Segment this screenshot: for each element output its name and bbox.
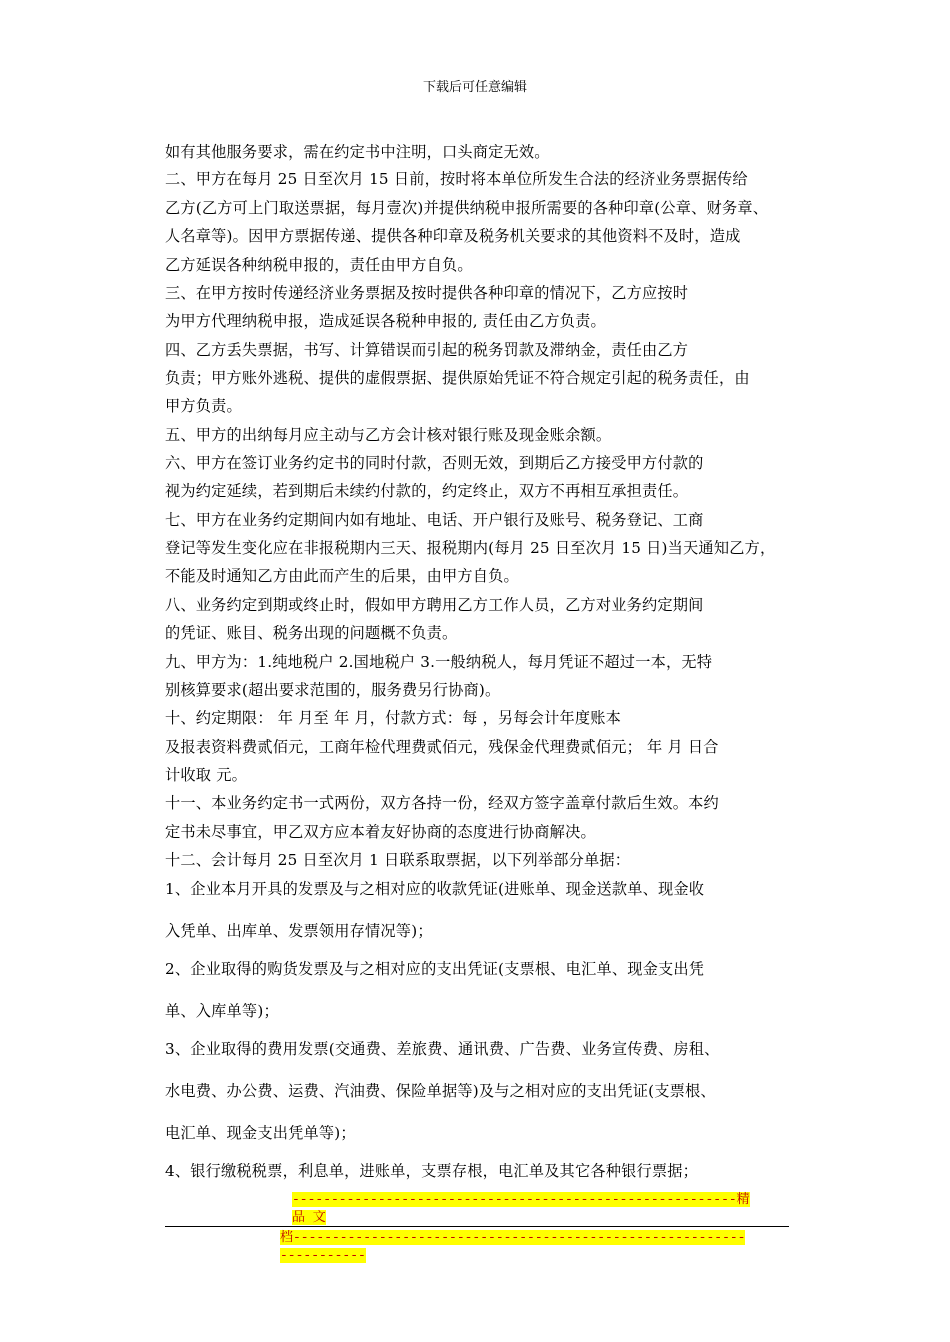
text-line: 电汇单、现金支出凭单等)； [165,1124,356,1142]
text-line: 七、甲方在业务约定期间内如有地址、电话、开户银行及账号、税务登记、工商 [165,511,704,529]
text-line: 人名章等)。因甲方票据传递、提供各种印章及税务机关要求的其他资料不及时，造成 [165,227,741,245]
text-line: 十二、会计每月 25 日至次月 1 日联系取票据，以下列举部分单据： [165,851,631,869]
text-line: 九、甲方为：1.纯地税户 2.国地税户 3.一般纳税人，每月凭证不超过一本，无特 [165,653,713,671]
text-line: 三、在甲方按时传递经济业务票据及按时提供各种印章的情况下，乙方应按时 [165,284,689,302]
text-line: 乙方延误各种纳税申报的，责任由甲方自负。 [165,256,473,274]
text-line: 定书未尽事宜，甲乙双方应本着友好协商的态度进行协商解决。 [165,823,596,841]
text-line: 及报表资料费贰佰元，工商年检代理费贰佰元，残保金代理费贰佰元； 年 月 日合 [165,738,719,756]
text-line: 十一、本业务约定书一式两份，双方各持一份，经双方签字盖章付款后生效。本约 [165,794,719,812]
footer-watermark [280,1190,750,1264]
text-line: 乙方(乙方可上门取送票据，每月壹次)并提供纳税申报所需要的各种印章(公章、财务章、 [165,199,769,217]
text-line: 二、甲方在每月 25 日至次月 15 日前，按时将本单位所发生合法的经济业务票据传给 [165,170,748,188]
text-line: 不能及时通知乙方由此而产生的后果，由甲方自负。 [165,567,519,585]
text-line: 如有其他服务要求，需在约定书中注明，口头商定无效。 [165,143,550,161]
text-line: 3、企业取得的费用发票(交通费、差旅费、通讯费、广告费、业务宣传费、房租、 [165,1040,720,1058]
text-line: 四、乙方丢失票据，书写、计算错误而引起的税务罚款及滞纳金，责任由乙方 [165,341,689,359]
text-line: 视为约定延续，若到期后未续约付款的，约定终止，双方不再相互承担责任。 [165,482,689,500]
text-line: 的凭证、账目、税务出现的问题概不负责。 [165,624,458,642]
text-line: 4、银行缴税税票，利息单，进账单，支票存根，电汇单及其它各种银行票据； [165,1162,699,1180]
page-header: 下载后可任意编辑 [422,80,527,95]
text-line: 甲方负责。 [165,397,242,415]
text-line: 水电费、办公费、运费、汽油费、保险单据等)及与之相对应的支出凭证(支票根、 [165,1082,716,1100]
text-line: 2、企业取得的购货发票及与之相对应的支出凭证(支票根、电汇单、现金支出凭 [165,960,705,978]
text-line: 单、入库单等)； [165,1002,279,1020]
text-line: 负责；甲方账外逃税、提供的虚假票据、提供原始凭证不符合规定引起的税务责任，由 [165,369,750,387]
footer-watermark-line-2: 档--------------------------------------------------------------------- [280,1230,746,1263]
footer-divider [165,1226,789,1227]
text-line: 十、约定期限： 年 月至 年 月，付款方式：每 ，另每会计年度账本 [165,709,621,727]
text-line: 八、业务约定到期或终止时，假如甲方聘用乙方工作人员，乙方对业务约定期间 [165,596,704,614]
text-line: 六、甲方在签订业务约定书的同时付款，否则无效，到期后乙方接受甲方付款的 [165,454,704,472]
text-line: 1、企业本月开具的发票及与之相对应的收款凭证(进账单、现金送款单、现金收 [165,880,705,898]
text-line: 计收取 元。 [165,766,247,784]
text-line: 为甲方代理纳税申报，造成延误各税种申报的, 责任由乙方负责。 [165,312,606,330]
text-line: 入凭单、出库单、发票领用存情况等)； [165,922,433,940]
text-line: 别核算要求(超出要求范围的，服务费另行协商)。 [165,681,501,699]
text-line: 登记等发生变化应在非报税期内三天、报税期内(每月 25 日至次月 15 日)当天通知乙方， [165,539,776,557]
text-line: 五、甲方的出纳每月应主动与乙方会计核对银行账及现金账余额。 [165,426,612,444]
footer-watermark-line-1: ---------------------------------------------------------精品 文 [292,1192,750,1225]
